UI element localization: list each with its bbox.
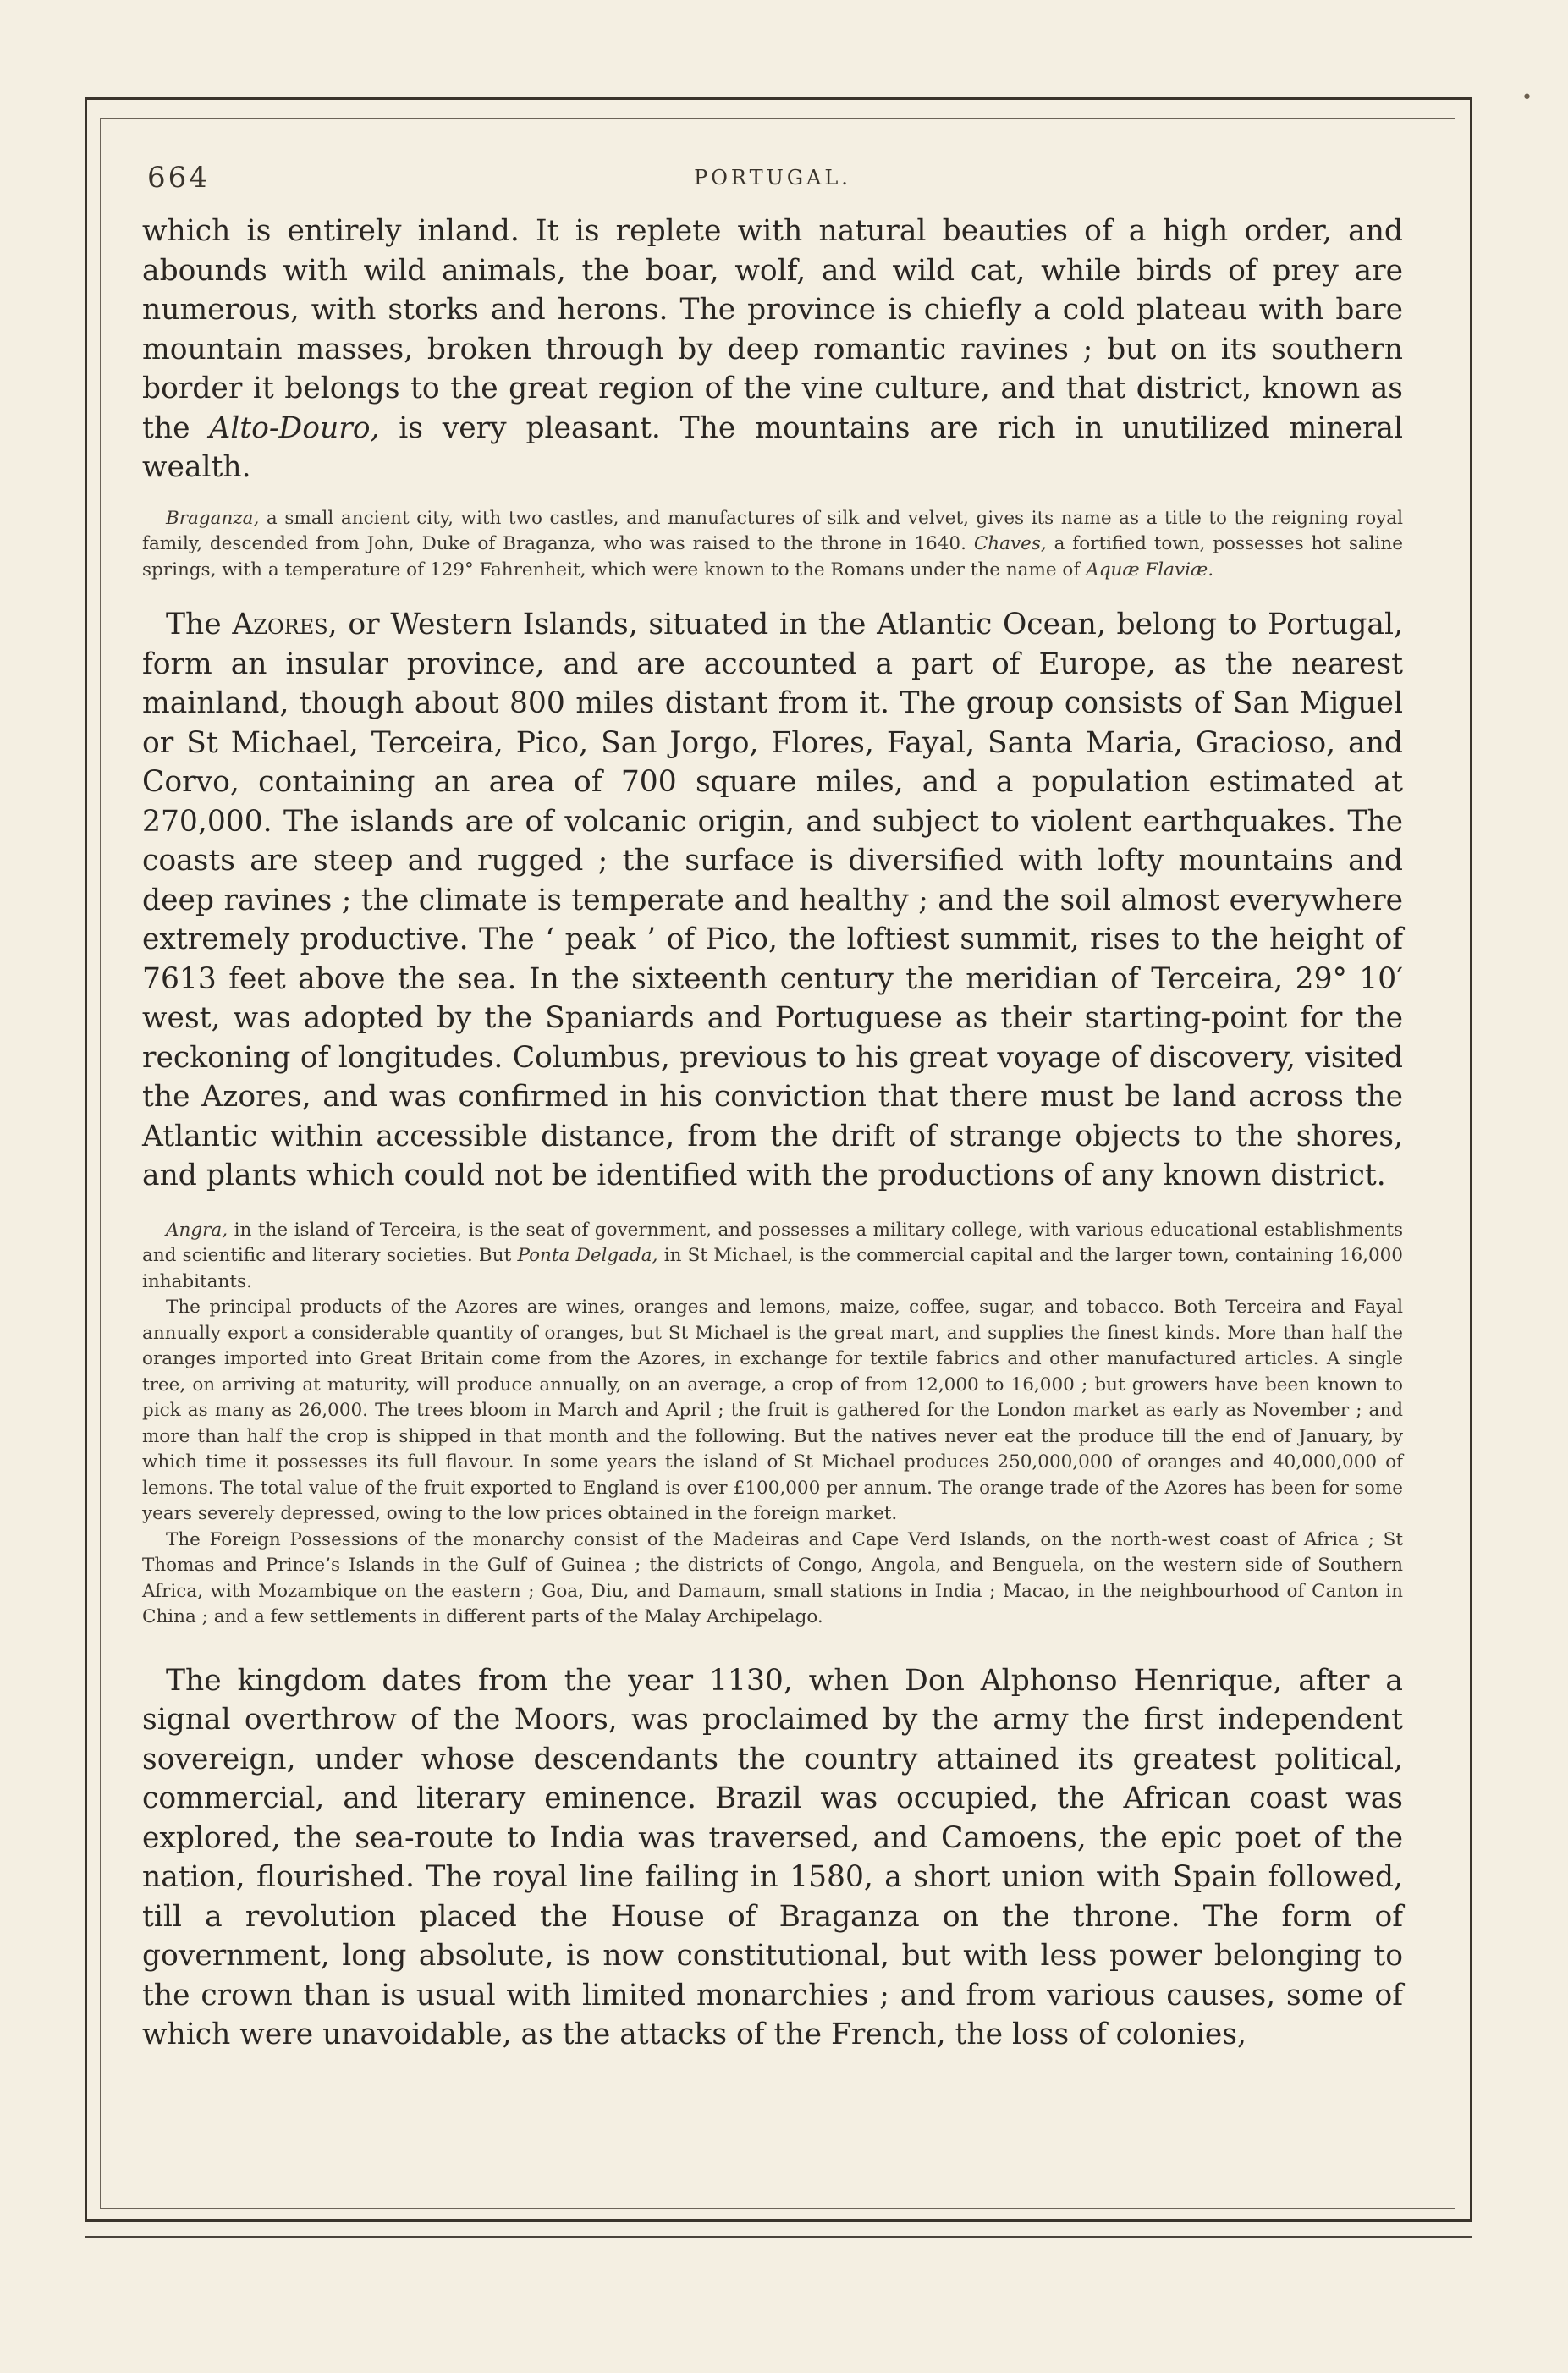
footnote-braganza: Braganza, a small ancient city, with two castles, and manufactures of silk and velvet, gives its name as a title to the reigning royal family, descended from John, Duke of Braganza, who was raised to the throne in 1640. Chaves, a fortified town, possesses hot saline springs, with a temperature of 129° Fahrenheit, which were known to the Romans under the name of Aquæ Flaviæ.	[142, 507, 1403, 581]
bottom-rule	[85, 2236, 1472, 2238]
margin-mark: •	[1521, 87, 1532, 108]
running-head	[142, 161, 1403, 203]
paragraph-azores: The Azores, or Western Islands, situated in the Atlantic Ocean, belong to Portugal, form an insular province, and are accounted a part of Europe, as the nearest mainland, though about 800 miles distant from it. The group consists of San Miguel or St Michael, Terceira, Pico, San Jorgo, Flores, Fayal, Santa Maria, Gracioso, and Corvo, containing an area of 700 square miles, and a population estimated at 270,000. The islands are of volcanic origin, and subject to violent earthquakes. The coasts are steep and rugged ; the surface is diversified with lofty mountains and deep ravines ; the climate is temperate and healthy ; and the soil almost everywhere extremely productive. The ‘ peak ’ of Pico, the loftiest summit, rises to the height of 7613 feet above the sea. In the sixteenth century the meridian of Terceira, 29° 10′ west, was adopted by the Spaniards and Portuguese as their starting-point for the reckoning of longitudes. Columbus, previous to his great voyage of discovery, visited the Azores, and was confirmed in his conviction that there must be land across the Atlantic within accessible distance, from the drift of strange objects to the shores, and plants which could not be identified with the productions of any known district.	[142, 608, 1403, 1192]
place-name: Alto-Douro,	[209, 410, 380, 445]
footnote-products: The principal products of the Azores are wines, oranges and lemons, maize, coffee, sugar, and tobacco. Both Terceira and Fayal annually export a considerable quantity of oranges, but St Michael is the great mart, and supplies the finest kinds. More than half the oranges imported into Great Britain come from the Azores, in exchange for textile fabrics and other manufactured articles. A single tree, on arriving at maturity, will produce annually, on an average, a crop of from 12,000 to 16,000 ; but growers have been known to pick as many as 26,000. The trees bloom in March and April ; the fruit is gathered for the London market as early as November ; and more than half the crop is shipped in that month and the following. But the natives never eat the produce till the end of January, by which time it possesses its full flavour. In some years the island of St Michael produces 250,000,000 of oranges and 40,000,000 of lemons. The total value of the fruit exported to England is over £100,000 per annum. The orange trade of the Azores has been for some years severely depressed, owing to the low prices obtained in the foreign market.	[142, 1297, 1403, 1524]
paragraph-continued: which is entirely inland. It is replete with natural beauties of a high order, and abounds with wild animals, the boar, wolf, and wild cat, while birds of prey are numerous, with storks and herons. The province is chiefly a cold plateau with bare mountain masses, broken through by deep romantic ravines ; but on its southern border it belongs to the great region of the vine culture, and that district, known as the Alto-Douro, is very pleasant. The mountains are rich in unutilized mineral wealth.	[142, 214, 1403, 484]
page-title: PORTUGAL.	[694, 166, 851, 190]
footnote-foreign-possessions: The Foreign Possessions of the monarchy consist of the Madeiras and Cape Verd Islands, on the north-west coast of Africa ; St Thomas and Prince’s Islands in the Gulf of Guinea ; the districts of Congo, Angola, and Benguela, on the western side of Southern Africa, with Mozambique on the eastern ; Goa, Diu, and Damaum, small stations in India ; Macao, in the neighbourhood of Canton in China ; and a few settlements in different parts of the Malay Archipelago.	[142, 1528, 1403, 1627]
page-number: 664	[147, 161, 210, 195]
footnote-angra: Angra, in the island of Terceira, is the seat of government, and possesses a military college, with various educational establishments and scientific and literary societies. But Ponta Delgada, in St Michael, is the commercial capital and the larger town, containing 16,000 inhabitants.	[142, 1219, 1403, 1292]
paragraph-kingdom: The kingdom dates from the year 1130, when Don Alphonso Henrique, after a signal overthrow of the Moors, was proclaimed by the army the first independent sovereign, under whose descendants the country attained its greatest political, commercial, and literary eminence. Brazil was occupied, the African coast was explored, the sea-route to India was traversed, and Camoens, the epic poet of the nation, flourished. The royal line failing in 1580, a short union with Spain followed, till a revolution placed the House of Braganza on the throne. The form of government, long absolute, is now constitutional, but with less power belonging to the crown than is usual with limited monarchies ; and from various causes, some of which were unavoidable, as the attacks of the French, the loss of colonies,	[142, 1663, 1403, 2051]
page-content	[142, 161, 1403, 2055]
